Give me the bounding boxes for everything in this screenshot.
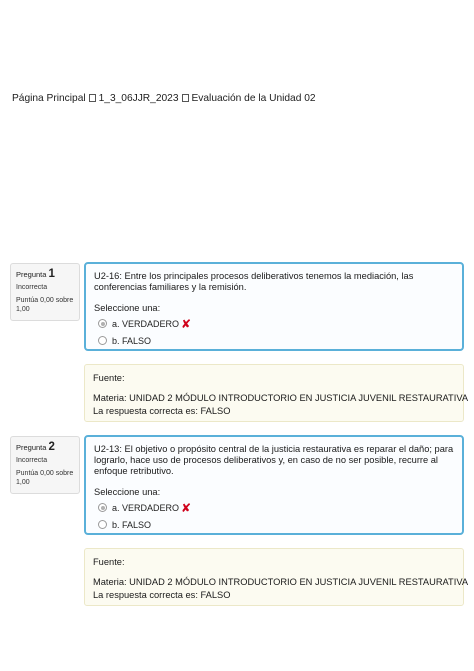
radio-button-selected[interactable] xyxy=(98,503,107,512)
cross-icon: ✘ xyxy=(181,316,192,331)
question-content-2 xyxy=(84,435,464,535)
feedback-material: Materia: UNIDAD 2 MÓDULO INTRODUCTORIO EN JUSTICIA JUVENIL RESTAURATIVA xyxy=(93,393,469,403)
feedback-title: Fuente: xyxy=(93,557,125,567)
question-state: Incorrecta xyxy=(16,284,48,291)
question-info-2 xyxy=(10,436,80,494)
answer-option-b[interactable] xyxy=(94,518,454,531)
select-one-label: Seleccione una: xyxy=(94,303,161,313)
breadcrumb-separator-icon xyxy=(89,94,96,102)
answer-option-label: b. FALSO xyxy=(112,519,152,530)
question-feedback-1 xyxy=(84,364,469,422)
question-grade: Puntúa 0,00 sobre 1,00 xyxy=(16,470,74,486)
question-prompt: U2-13: El objetivo o propósito central de la justicia restaurativa es reparar el daño; para lograrlo, hace uso de procesos deliberativos y, en caso de no ser posible, recurre al enfoque retributivo. xyxy=(94,444,454,476)
question-state: Incorrecta xyxy=(16,457,48,464)
question-feedback-2 xyxy=(84,548,469,606)
feedback-correct-answer: La respuesta correcta es: FALSO xyxy=(93,590,231,600)
answer-option-a[interactable] xyxy=(94,501,454,514)
question-info-1 xyxy=(10,263,80,321)
answer-option-label: a. VERDADERO xyxy=(112,502,180,513)
question-grade: Puntúa 0,00 sobre 1,00 xyxy=(16,297,74,313)
question-prompt: U2-16: Entre los principales procesos deliberativos tenemos la mediación, las conferencias familiares y la remisión. xyxy=(94,271,414,292)
breadcrumb xyxy=(12,93,316,104)
feedback-correct-answer: La respuesta correcta es: FALSO xyxy=(93,406,231,416)
breadcrumb-course-link[interactable]: 1_3_06JJR_2023 xyxy=(98,93,179,104)
cross-icon: ✘ xyxy=(181,500,192,515)
question-number: Pregunta 1 xyxy=(16,268,55,280)
question-content-1 xyxy=(84,262,464,351)
breadcrumb-home-link[interactable]: Página Principal xyxy=(12,93,86,104)
radio-button-selected[interactable] xyxy=(98,319,107,328)
radio-button[interactable] xyxy=(98,520,107,529)
answer-option-b[interactable] xyxy=(94,334,454,347)
answer-option-label: b. FALSO xyxy=(112,335,152,346)
breadcrumb-separator-icon xyxy=(182,94,189,102)
question-number: Pregunta 2 xyxy=(16,441,55,453)
select-one-label: Seleccione una: xyxy=(94,487,161,497)
feedback-title: Fuente: xyxy=(93,373,125,383)
feedback-material: Materia: UNIDAD 2 MÓDULO INTRODUCTORIO EN JUSTICIA JUVENIL RESTAURATIVA xyxy=(93,577,469,587)
answer-option-a[interactable] xyxy=(94,317,454,330)
radio-button[interactable] xyxy=(98,336,107,345)
breadcrumb-current-page: Evaluación de la Unidad 02 xyxy=(191,93,316,104)
answer-option-label: a. VERDADERO xyxy=(112,318,180,329)
